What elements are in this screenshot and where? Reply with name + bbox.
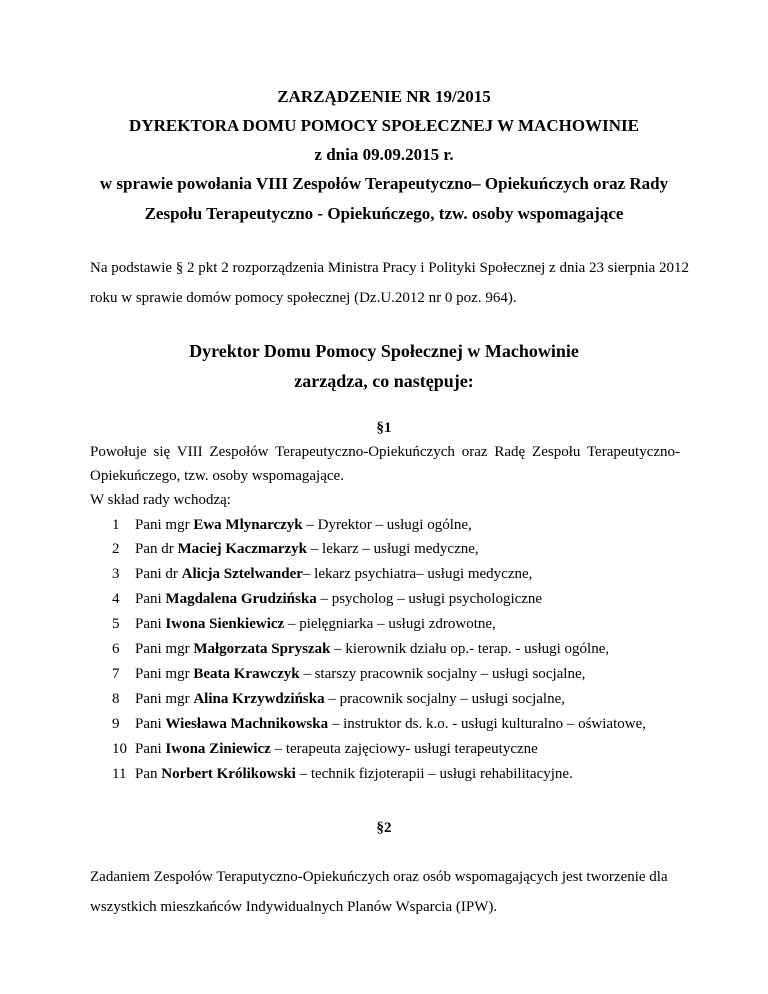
document-issuer: DYREKTORA DOMU POMOCY SPOŁECZNEJ W MACHOWINIE: [129, 116, 639, 135]
council-member: 1 Pani mgr Ewa Mlynarczyk – Dyrektor – usługi ogólne,: [112, 517, 472, 533]
director-decree: zarządza, co następuje:: [294, 371, 474, 391]
council-intro: W skład rady wchodzą:: [90, 492, 231, 508]
member-name: Iwona Ziniewicz: [165, 741, 271, 757]
legal-basis-line1: Na podstawie § 2 pkt 2 rozporządzenia Ministra Pracy i Polityki Społecznej z dnia 23 sierpnia 2012: [90, 260, 690, 276]
document-subject-line2: Zespołu Terapeutyczno - Opiekuńczego, tzw. osoby wspomagające: [144, 204, 624, 223]
council-member: 6 Pani mgr Małgorzata Spryszak – kierownik działu op.- terap. - usługi ogólne,: [112, 641, 610, 657]
member-name: Wiesława Machnikowska: [165, 716, 329, 732]
council-member: 2 Pan dr Maciej Kaczmarzyk – lekarz – usługi medyczne,: [112, 541, 479, 557]
member-name: Norbert Królikowski: [161, 766, 296, 782]
member-name: Ewa Mlynarczyk: [193, 517, 303, 533]
council-member: 9 Pani Wiesława Machnikowska – instruktor ds. k.o. - usługi kulturalno – oświatowe,: [112, 716, 646, 732]
director-heading: Dyrektor Domu Pomocy Społecznej w Machowinie: [189, 341, 579, 361]
section2-line1: Zadaniem Zespołów Teraputyczno-Opiekuńczych oraz osób wspomagających jest tworzenie dla: [90, 869, 668, 885]
member-name: Maciej Kaczmarzyk: [177, 541, 308, 557]
section2-heading: §2: [376, 820, 392, 836]
member-name: Iwona Sienkiewicz: [165, 616, 285, 632]
council-member: 8 Pani mgr Alina Krzywdzińska – pracownik socjalny – usługi socjalne,: [112, 691, 565, 707]
member-name: Małgorzata Spryszak: [193, 641, 331, 657]
member-name: Beata Krawczyk: [193, 666, 300, 682]
section1-paragraph-line2: Opiekuńczego, tzw. osoby wspomagające.: [90, 468, 344, 484]
member-name: Alina Krzywdzińska: [193, 691, 325, 707]
document-date: z dnia 09.09.2015 r.: [314, 145, 454, 164]
council-member: 10 Pani Iwona Ziniewicz – terapeuta zajęciowy- usługi terapeutyczne: [112, 741, 538, 757]
council-member: 3 Pani dr Alicja Sztelwander– lekarz psychiatra– usługi medyczne,: [112, 566, 533, 582]
section1-heading: §1: [376, 420, 392, 436]
section1-paragraph-line1: Powołuje się VIII Zespołów Terapeutyczno-Opiekuńczych oraz Radę Zespołu Terapeutyczno-: [90, 444, 680, 460]
legal-basis-line2: roku w sprawie domów pomocy społecznej (Dz.U.2012 nr 0 poz. 964).: [90, 290, 517, 306]
section2-line2: wszystkich mieszkańców Indywidualnych Planów Wsparcia (IPW).: [90, 899, 498, 915]
document-subject-line1: w sprawie powołania VIII Zespołów Terapeutyczno– Opiekuńczych oraz Rady: [99, 174, 669, 193]
council-member: 11 Pan Norbert Królikowski – technik fizjoterapii – usługi rehabilitacyjne.: [112, 766, 573, 782]
document-title: ZARZĄDZENIE NR 19/2015: [277, 87, 491, 106]
council-member: 7 Pani mgr Beata Krawczyk – starszy pracownik socjalny – usługi socjalne,: [112, 666, 586, 682]
member-name: Alicja Sztelwander: [181, 566, 303, 582]
member-name: Magdalena Grudzińska: [165, 591, 317, 607]
council-member: 4 Pani Magdalena Grudzińska – psycholog – usługi psychologiczne: [112, 591, 543, 607]
council-member: 5 Pani Iwona Sienkiewicz – pielęgniarka – usługi zdrowotne,: [112, 616, 496, 632]
